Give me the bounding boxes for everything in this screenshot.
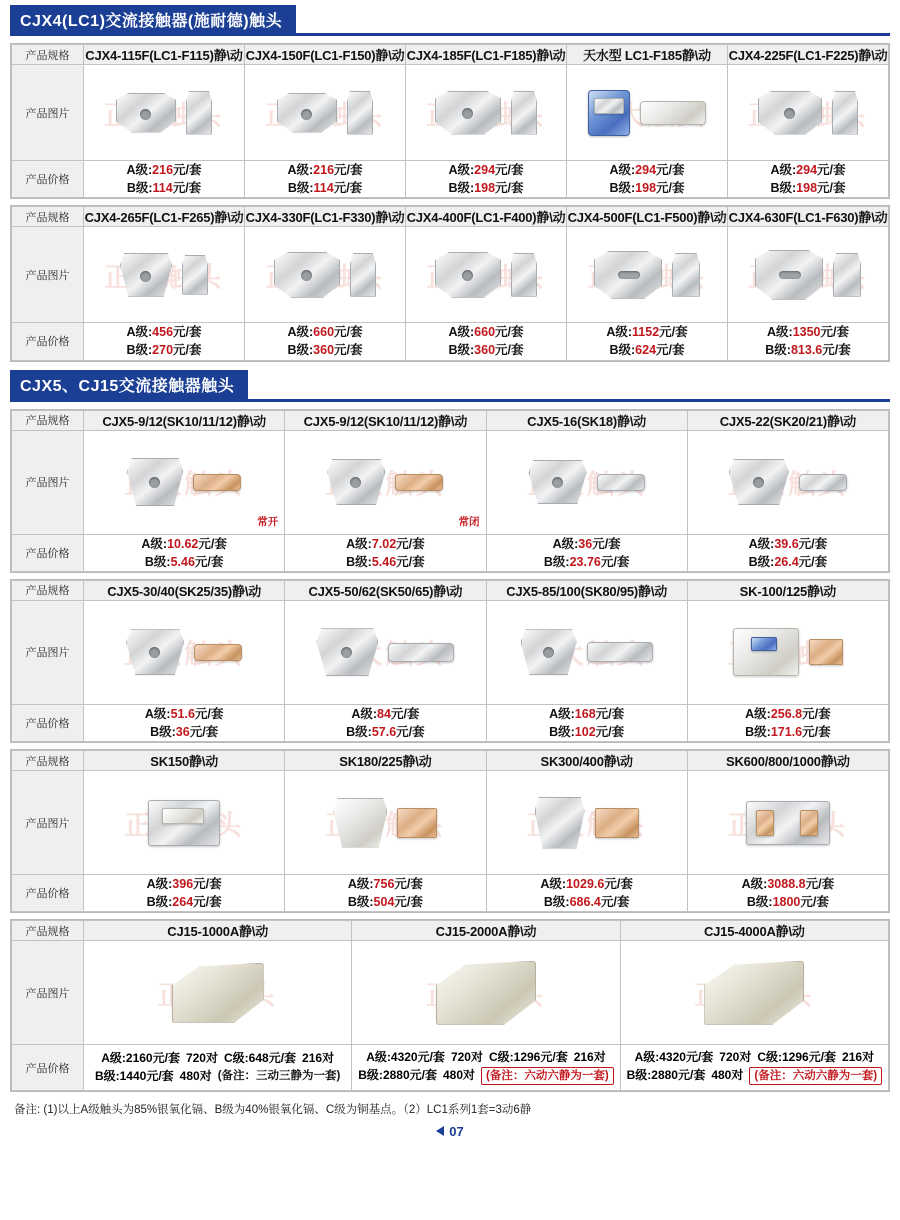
- product-photo: [245, 227, 406, 323]
- row-label-image: 产品图片: [12, 600, 84, 704]
- price-b-value: 360: [313, 343, 335, 358]
- price-cell: A级:756元/套 B级:504元/套: [285, 875, 486, 912]
- price-b-value: 114: [313, 181, 334, 196]
- spec-cell: CJX4-330F(LC1-F330)静\动: [245, 207, 406, 227]
- product-photo: [567, 65, 728, 161]
- price-b-set: 2880: [651, 1068, 678, 1083]
- photo-art: [352, 941, 619, 1044]
- table-row-spec: [12, 45, 889, 65]
- spec-cell: 天水型 LC1-F185静\动: [567, 45, 728, 65]
- product-photo: [406, 65, 567, 161]
- table-row-image: [12, 771, 889, 875]
- price-cell: A级:294元/套 B级:198元/套: [728, 161, 889, 198]
- price-a-value: 456: [152, 325, 174, 340]
- spec-cell: CJX4-115F(LC1-F115)静\动: [84, 45, 245, 65]
- price-cell: A级:294元/套 B级:198元/套: [567, 161, 728, 198]
- contact-moving-part: [347, 91, 373, 135]
- table-row-price: [12, 704, 889, 741]
- product-photo: [84, 771, 285, 875]
- price-cell: A级:216元/套 B级:114元/套: [84, 161, 245, 198]
- table-row-spec: [12, 580, 889, 600]
- table-row-spec: [12, 751, 889, 771]
- price-cell: A级:10.62元/套 B级:5.46元/套: [84, 534, 285, 571]
- section-header-cjx5: [10, 372, 890, 402]
- spec-cell: CJX4-500F(LC1-F500)静\动: [567, 207, 728, 227]
- table-row-price: [12, 161, 889, 198]
- photo-art: [84, 601, 284, 704]
- product-table-block-6: [10, 919, 890, 1092]
- price-b-value: 270: [152, 343, 174, 358]
- price-cell: A级:84元/套 B级:57.6元/套: [285, 704, 486, 741]
- price-note: (备注：六动六静为一套): [749, 1067, 882, 1085]
- price-b-value: 360: [474, 343, 496, 358]
- table-row-spec: [12, 921, 889, 941]
- price-cell: A级:256.8元/套 B级:171.6元/套: [687, 704, 888, 741]
- contact-static-part: [333, 798, 387, 848]
- price-b-set: 1440: [119, 1068, 147, 1083]
- product-photo: [620, 941, 888, 1045]
- contact-block: [436, 961, 536, 1025]
- price-note: (备注：三动三静为一套): [217, 1069, 341, 1082]
- spec-cell: CJX5-22(SK20/21)静\动: [687, 410, 888, 430]
- contact-moving-part: [809, 639, 843, 665]
- row-label-price: 产品价格: [12, 323, 84, 360]
- contact-block: [704, 961, 804, 1025]
- row-label-image: 产品图片: [12, 430, 84, 534]
- price-cell: A级:456元/套 B级:270元/套: [84, 323, 245, 360]
- price-b-value: 5.46: [371, 554, 397, 569]
- photo-art: [285, 601, 485, 704]
- product-photo: [406, 227, 567, 323]
- price-b-value: 504: [373, 895, 395, 910]
- spec-cell: CJX4-400F(LC1-F400)静\动: [406, 207, 567, 227]
- contact-static-part: [535, 797, 585, 849]
- product-photo: [84, 941, 352, 1045]
- price-cell: A级:39.6元/套 B级:26.4元/套: [687, 534, 888, 571]
- price-a-value: 660: [313, 325, 335, 340]
- photo-art: [487, 771, 687, 874]
- product-table-block-2: [10, 205, 890, 361]
- spec-cell: CJX4-185F(LC1-F185)静\动: [406, 45, 567, 65]
- table-row-price: [12, 1045, 889, 1091]
- contact-moving-part: [597, 474, 645, 491]
- spec-cell: CJX5-16(SK18)静\动: [486, 410, 687, 430]
- photo-art: [84, 941, 351, 1044]
- contact-moving-part: [511, 253, 537, 297]
- price-b-value: 5.46: [170, 554, 195, 569]
- product-photo: [245, 65, 406, 161]
- contact-block: [172, 963, 264, 1023]
- price-a-pair: 720: [450, 1050, 471, 1065]
- product-photo: [84, 600, 285, 704]
- spec-cell: SK180/225静\动: [285, 751, 486, 771]
- spec-cell: CJX4-265F(LC1-F265)静\动: [84, 207, 245, 227]
- contact-moving-part: [511, 91, 537, 135]
- product-photo: [486, 771, 687, 875]
- price-a-pair: 720: [719, 1050, 740, 1065]
- photo-art: [621, 941, 888, 1044]
- photo-art: [84, 227, 244, 322]
- table-row-image: [12, 65, 889, 161]
- photo-art: [406, 65, 566, 160]
- product-photo: [486, 600, 687, 704]
- watermark: 正大触头: [325, 469, 446, 500]
- price-c-pair: 216: [302, 1050, 323, 1065]
- photo-art: [728, 227, 888, 322]
- product-photo: [728, 65, 889, 161]
- photo-art: [688, 601, 888, 704]
- photo-art: [84, 771, 284, 874]
- price-a-value: 1350: [792, 325, 821, 340]
- footer-note: 备注: (1)以上A级触头为85%银氧化镉、B级为40%银氧化镉、C级为铜基点。（2）LC1系列1套=3动6静: [14, 1104, 532, 1117]
- contact-moving-part: [799, 474, 847, 491]
- price-c-set: 1296: [513, 1050, 541, 1065]
- price-b-value: 198: [796, 181, 818, 196]
- row-label-spec: 产品规格: [12, 580, 84, 600]
- watermark: 正大触头: [124, 469, 245, 500]
- price-cell: A级:1029.6元/套 B级:686.4元/套: [486, 875, 687, 912]
- price-a-value: 294: [796, 163, 818, 177]
- spec-cell: CJ15-1000A静\动: [84, 921, 352, 941]
- price-note: (备注：六动六静为一套): [481, 1067, 614, 1085]
- price-c-set: 1296: [782, 1050, 809, 1065]
- price-b-value: 23.76: [569, 554, 601, 569]
- price-cell: A级:168元/套 B级:102元/套: [486, 704, 687, 741]
- row-label-price: 产品价格: [12, 161, 84, 198]
- price-cell: A级:7.02元/套 B级:5.46元/套: [285, 534, 486, 571]
- table-row-spec: [12, 207, 889, 227]
- price-b-value: 198: [474, 181, 496, 196]
- contact-type-tag: 常开: [257, 515, 279, 528]
- table-row-image: [12, 941, 889, 1045]
- contact-moving-part: [350, 253, 376, 297]
- table-row-image: [12, 600, 889, 704]
- price-c-pair: 216: [573, 1050, 594, 1065]
- price-a-value: 294: [635, 163, 657, 177]
- spec-cell: CJ15-4000A静\动: [620, 921, 888, 941]
- price-a-value: 1152: [632, 325, 660, 340]
- table-row-spec: [12, 410, 889, 430]
- product-table-block-1: [10, 43, 890, 199]
- spec-cell: CJX5-85/100(SK80/95)静\动: [486, 580, 687, 600]
- price-b-pair: 480: [442, 1068, 464, 1083]
- price-a-set: 4320: [659, 1050, 686, 1065]
- row-label-spec: 产品规格: [12, 207, 84, 227]
- price-cell: A级:216元/套 B级:114元/套: [245, 161, 406, 198]
- price-b-value: 171.6: [770, 724, 803, 739]
- photo-art: [728, 65, 888, 160]
- product-photo: [84, 430, 285, 534]
- price-b-value: 57.6: [371, 724, 397, 739]
- contact-moving-part: [833, 253, 861, 297]
- product-photo: [285, 771, 486, 875]
- product-table-block-3: [10, 409, 890, 573]
- price-a-value: 84: [377, 706, 391, 721]
- price-b-value: 813.6: [790, 343, 823, 358]
- price-cell: A级:294元/套 B级:198元/套: [406, 161, 567, 198]
- contact-moving-part: [193, 474, 241, 491]
- price-a-value: 10.62: [167, 536, 199, 551]
- photo-art: [487, 601, 687, 704]
- price-b-set: 2880: [382, 1068, 410, 1083]
- photo-art: [567, 227, 727, 322]
- spec-cell: CJX4-630F(LC1-F630)静\动: [728, 207, 889, 227]
- price-cell: A级:51.6元/套 B级:36元/套: [84, 704, 285, 741]
- product-photo: [84, 227, 245, 323]
- price-c-pair: 216: [842, 1050, 863, 1065]
- contact-moving-part: [832, 91, 858, 135]
- contact-moving-part: [640, 101, 706, 125]
- price-a-value: 216: [313, 163, 335, 177]
- table-row-price: [12, 534, 889, 571]
- price-cell: A级:396元/套 B级:264元/套: [84, 875, 285, 912]
- spec-cell: CJX5-9/12(SK10/11/12)静\动: [84, 410, 285, 430]
- price-a-value: 51.6: [170, 706, 195, 721]
- spec-cell: CJX5-30/40(SK25/35)静\动: [84, 580, 285, 600]
- contact-moving-part: [182, 255, 208, 295]
- photo-art: [245, 227, 405, 322]
- photo-art: [487, 431, 687, 534]
- table-row-image: [12, 227, 889, 323]
- price-a-pair: 720: [185, 1050, 206, 1065]
- price-a-value: 39.6: [774, 536, 799, 551]
- price-a-value: 3088.8: [767, 877, 806, 891]
- row-label-price: 产品价格: [12, 534, 84, 571]
- watermark: 正大触头: [325, 639, 446, 670]
- price-b-value: 36: [175, 724, 190, 739]
- contact-moving-part: [186, 91, 212, 135]
- row-label-spec: 产品规格: [12, 410, 84, 430]
- watermark: 正大触头: [727, 469, 848, 500]
- spec-cell: CJX5-50/62(SK50/65)静\动: [285, 580, 486, 600]
- price-cell: A级:660元/套 B级:360元/套: [245, 323, 406, 360]
- photo-art: [84, 431, 284, 534]
- product-table-block-5: [10, 749, 890, 913]
- price-cell: A级:4320元/套 720对 C级:1296元/套 216对 B级:2880元/套 480对 (备注：六动六静为一套): [620, 1045, 888, 1091]
- table-row-price: [12, 323, 889, 360]
- page-footer: [10, 1121, 890, 1147]
- photo-art: [245, 65, 405, 160]
- watermark: 正大触头: [526, 469, 647, 500]
- price-b-pair: 480: [179, 1068, 200, 1083]
- price-cell: A级:660元/套 B级:360元/套: [406, 323, 567, 360]
- product-photo: [728, 227, 889, 323]
- price-a-set: 4320: [390, 1050, 418, 1065]
- spec-cell: SK150静\动: [84, 751, 285, 771]
- photo-art: [406, 227, 566, 322]
- watermark: 正大触头: [526, 810, 647, 840]
- contact-moving-part: [672, 253, 700, 297]
- price-cell: A级:1350元/套 B级:813.6元/套: [728, 323, 889, 360]
- row-label-image: 产品图片: [12, 227, 84, 323]
- product-photo: [687, 771, 888, 875]
- product-photo: [285, 430, 486, 534]
- table-row-price: [12, 875, 889, 912]
- row-label-spec: 产品规格: [12, 751, 84, 771]
- price-b-value: 624: [635, 343, 657, 358]
- product-photo: [687, 430, 888, 534]
- section-title: CJX5、CJ15交流接触器触头: [10, 370, 248, 400]
- contact-moving-part: [388, 643, 454, 662]
- product-photo: [486, 430, 687, 534]
- spec-cell: SK300/400静\动: [486, 751, 687, 771]
- price-a-value: 660: [474, 325, 496, 340]
- row-label-price: 产品价格: [12, 704, 84, 741]
- watermark: 正大触头: [325, 810, 446, 840]
- price-b-value: 26.4: [774, 554, 799, 569]
- contact-moving-part: [194, 644, 242, 661]
- watermark: 正大触头: [124, 639, 245, 670]
- price-a-value: 168: [574, 706, 596, 721]
- price-b-value: 114: [152, 181, 173, 196]
- price-a-value: 396: [172, 877, 194, 891]
- spec-cell: CJ15-2000A静\动: [352, 921, 620, 941]
- row-label-image: 产品图片: [12, 941, 84, 1045]
- row-label-spec: 产品规格: [12, 921, 84, 941]
- price-a-value: 216: [152, 163, 174, 177]
- product-photo: [567, 227, 728, 323]
- section-title: CJX4(LC1)交流接触器(施耐德)触头: [10, 5, 296, 35]
- price-cell: A级:36元/套 B级:23.76元/套: [486, 534, 687, 571]
- spec-cell: SK600/800/1000静\动: [687, 751, 888, 771]
- price-a-value: 36: [578, 536, 593, 551]
- row-label-image: 产品图片: [12, 771, 84, 875]
- price-a-value: 294: [474, 163, 496, 177]
- contact-moving-part: [395, 474, 443, 491]
- row-label-price: 产品价格: [12, 875, 84, 912]
- price-c-set: 648: [248, 1050, 269, 1065]
- price-a-value: 1029.6: [566, 877, 605, 891]
- price-a-value: 7.02: [371, 536, 397, 551]
- page-number: 07: [449, 1123, 464, 1139]
- photo-art: [285, 771, 485, 874]
- price-b-value: 102: [574, 724, 596, 739]
- contact-moving-part: [397, 808, 437, 838]
- contact-moving-part: [587, 642, 653, 662]
- contact-holder: [733, 628, 799, 676]
- price-b-value: 1800: [772, 895, 801, 910]
- row-label-price: 产品价格: [12, 1045, 84, 1091]
- price-cell: A级:4320元/套 720对 C级:1296元/套 216对 B级:2880元/套 480对 (备注：六动六静为一套): [352, 1045, 620, 1091]
- row-label-image: 产品图片: [12, 65, 84, 161]
- contact-moving-part: [595, 808, 639, 838]
- price-cell: A级:1152元/套 B级:624元/套: [567, 323, 728, 360]
- product-photo: [352, 941, 620, 1045]
- page-marker-icon: [436, 1126, 444, 1136]
- price-cell: A级:3088.8元/套 B级:1800元/套: [687, 875, 888, 912]
- price-a-set: 2160: [125, 1050, 153, 1065]
- row-label-spec: 产品规格: [12, 45, 84, 65]
- price-a-value: 756: [373, 877, 395, 891]
- contact-type-tag: 常闭: [458, 515, 480, 528]
- section-header-cjx4: [10, 6, 890, 36]
- price-b-value: 198: [635, 181, 657, 196]
- spec-cell: SK-100/125静\动: [687, 580, 888, 600]
- price-b-pair: 480: [711, 1068, 732, 1083]
- price-a-value: 256.8: [770, 706, 803, 721]
- product-photo: [84, 65, 245, 161]
- spec-cell: CJX5-9/12(SK10/11/12)静\动: [285, 410, 486, 430]
- price-b-value: 686.4: [569, 895, 601, 910]
- photo-art: [688, 771, 888, 874]
- photo-art: [84, 65, 244, 160]
- spec-cell: CJX4-225F(LC1-F225)静\动: [728, 45, 889, 65]
- photo-art: [285, 431, 485, 534]
- photo-art: [688, 431, 888, 534]
- spec-cell: CJX4-150F(LC1-F150)静\动: [245, 45, 406, 65]
- product-photo: [285, 600, 486, 704]
- table-row-image: [12, 430, 889, 534]
- price-cell: A级:2160元/套 720对 C级:648元/套 216对 B级:1440元/套 480对 (备注：三动三静为一套): [84, 1045, 352, 1091]
- price-b-value: 264: [172, 895, 194, 910]
- photo-art: [567, 65, 727, 160]
- product-table-block-4: [10, 579, 890, 743]
- product-photo: [687, 600, 888, 704]
